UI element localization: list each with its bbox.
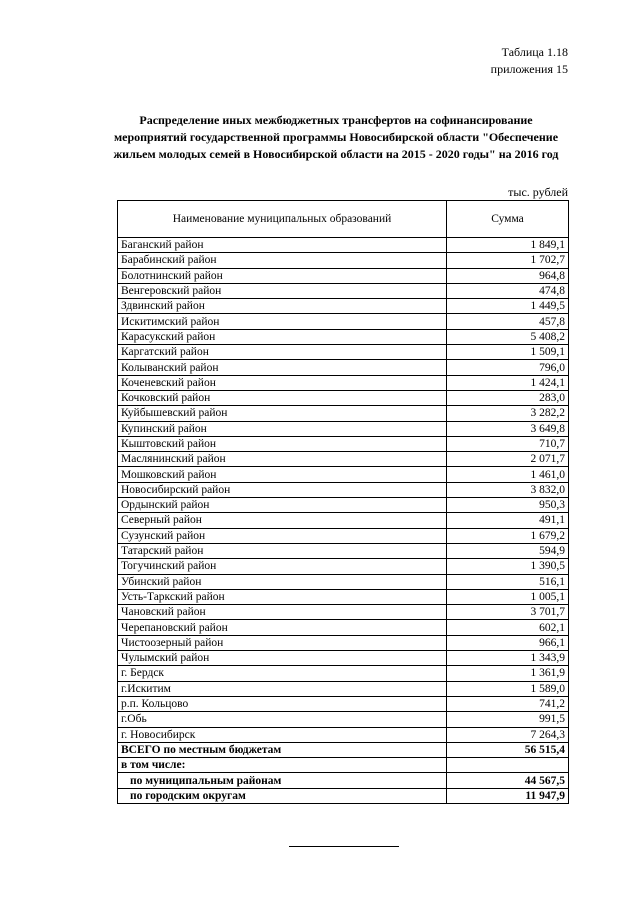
municipality-name: Черепановский район — [118, 620, 447, 635]
table-row — [118, 681, 569, 696]
units-label: тыс. рублей — [508, 185, 568, 199]
municipality-name: Чулымский район — [118, 651, 447, 666]
table-row — [118, 513, 569, 528]
municipality-sum: 1 449,5 — [447, 299, 569, 314]
municipality-name: Тогучинский район — [118, 559, 447, 574]
municipality-sum: 283,0 — [447, 390, 569, 405]
table-reference — [491, 44, 568, 78]
table-row — [118, 421, 569, 436]
municipality-sum: 991,5 — [447, 712, 569, 727]
municipality-sum: 5 408,2 — [447, 329, 569, 344]
municipality-name: Мошковский район — [118, 467, 447, 482]
municipality-name: г.Искитим — [118, 681, 447, 696]
municipality-name: Усть-Таркский район — [118, 589, 447, 604]
urban-row — [118, 788, 569, 803]
title-line-3: жильем молодых семей в Новосибирской области на 2015 - 2020 годы" на 2016 год — [113, 147, 559, 161]
including-label: в том числе: — [118, 758, 447, 773]
title-line-1: Распределение иных межбюджетных трансфертов на софинансирование — [139, 113, 533, 127]
table-row — [118, 299, 569, 314]
table-row — [118, 467, 569, 482]
table-row — [118, 283, 569, 298]
table-row — [118, 727, 569, 742]
table-row — [118, 406, 569, 421]
table-row — [118, 620, 569, 635]
municipality-sum: 1 343,9 — [447, 651, 569, 666]
table-row — [118, 696, 569, 711]
municipality-sum: 1 509,1 — [447, 345, 569, 360]
table-row — [118, 238, 569, 253]
column-header-sum: Сумма — [447, 201, 569, 238]
table-row — [118, 605, 569, 620]
municipality-sum: 1 849,1 — [447, 238, 569, 253]
document-title — [96, 112, 576, 163]
municipality-sum: 1 589,0 — [447, 681, 569, 696]
municipality-name: г. Бердск — [118, 666, 447, 681]
including-row — [118, 758, 569, 773]
municipality-name: Ордынский район — [118, 498, 447, 513]
table-number: Таблица 1.18 — [501, 45, 568, 59]
table-row — [118, 390, 569, 405]
municipality-sum: 3 282,2 — [447, 406, 569, 421]
table-row — [118, 268, 569, 283]
municipality-name: Колыванский район — [118, 360, 447, 375]
municipality-name: Каргатский район — [118, 345, 447, 360]
municipality-name: Карасукский район — [118, 329, 447, 344]
districts-sum: 44 567,5 — [447, 773, 569, 788]
municipality-name: Северный район — [118, 513, 447, 528]
municipality-name: Сузунский район — [118, 528, 447, 543]
table-row — [118, 589, 569, 604]
municipality-name: Татарский район — [118, 543, 447, 558]
urban-sum: 11 947,9 — [447, 788, 569, 803]
table-row — [118, 666, 569, 681]
municipality-sum: 1 679,2 — [447, 528, 569, 543]
municipality-sum: 2 071,7 — [447, 452, 569, 467]
municipality-name: Кочковский район — [118, 390, 447, 405]
including-sum — [447, 758, 569, 773]
municipality-name: Маслянинский район — [118, 452, 447, 467]
municipality-sum: 516,1 — [447, 574, 569, 589]
total-sum: 56 515,4 — [447, 742, 569, 757]
municipality-sum: 594,9 — [447, 543, 569, 558]
appendix-number: приложения 15 — [490, 62, 568, 76]
municipality-sum: 796,0 — [447, 360, 569, 375]
municipality-name: Купинский район — [118, 421, 447, 436]
municipality-sum: 474,8 — [447, 283, 569, 298]
table-row — [118, 482, 569, 497]
municipality-sum: 7 264,3 — [447, 727, 569, 742]
municipality-sum: 710,7 — [447, 436, 569, 451]
municipality-sum: 1 424,1 — [447, 375, 569, 390]
municipality-sum: 3 649,8 — [447, 421, 569, 436]
districts-row — [118, 773, 569, 788]
municipality-sum: 741,2 — [447, 696, 569, 711]
municipality-name: Кыштовский район — [118, 436, 447, 451]
footer-rule — [289, 846, 399, 847]
table-row — [118, 498, 569, 513]
municipality-sum: 3 832,0 — [447, 482, 569, 497]
municipality-name: г. Новосибирск — [118, 727, 447, 742]
municipality-sum: 1 361,9 — [447, 666, 569, 681]
table-row — [118, 528, 569, 543]
municipality-sum: 1 461,0 — [447, 467, 569, 482]
municipality-name: Баганский район — [118, 238, 447, 253]
municipality-name: Чановский район — [118, 605, 447, 620]
municipality-name: Чистоозерный район — [118, 635, 447, 650]
municipality-sum: 1 005,1 — [447, 589, 569, 604]
municipality-sum: 3 701,7 — [447, 605, 569, 620]
table-row — [118, 314, 569, 329]
municipality-name: Коченевский район — [118, 375, 447, 390]
municipality-name: р.п. Кольцово — [118, 696, 447, 711]
districts-label: по муниципальным районам — [118, 773, 447, 788]
table-row — [118, 452, 569, 467]
municipality-sum: 966,1 — [447, 635, 569, 650]
table-body — [118, 238, 569, 804]
municipality-sum: 491,1 — [447, 513, 569, 528]
table-row — [118, 360, 569, 375]
municipality-sum: 602,1 — [447, 620, 569, 635]
table-row — [118, 543, 569, 558]
table-row — [118, 712, 569, 727]
table-row — [118, 436, 569, 451]
column-header-name: Наименование муниципальных образований — [118, 201, 447, 238]
total-label: ВСЕГО по местным бюджетам — [118, 742, 447, 757]
municipality-name: Барабинский район — [118, 253, 447, 268]
municipality-sum: 950,3 — [447, 498, 569, 513]
municipality-sum: 1 702,7 — [447, 253, 569, 268]
municipality-sum: 1 390,5 — [447, 559, 569, 574]
municipality-name: Искитимский район — [118, 314, 447, 329]
municipality-name: Убинский район — [118, 574, 447, 589]
table-row — [118, 635, 569, 650]
title-line-2: мероприятий государственной программы Новосибирской области "Обеспечение — [113, 130, 559, 144]
municipality-name: г.Обь — [118, 712, 447, 727]
municipality-sum: 457,8 — [447, 314, 569, 329]
table-row — [118, 574, 569, 589]
municipality-sum: 964,8 — [447, 268, 569, 283]
municipality-name: Новосибирский район — [118, 482, 447, 497]
table-row — [118, 345, 569, 360]
table-row — [118, 329, 569, 344]
municipality-name: Венгеровский район — [118, 283, 447, 298]
total-row — [118, 742, 569, 757]
municipality-name: Куйбышевский район — [118, 406, 447, 421]
table-header-row — [118, 201, 569, 238]
table-row — [118, 253, 569, 268]
distribution-table — [117, 200, 569, 804]
urban-label: по городским округам — [118, 788, 447, 803]
municipality-name: Болотнинский район — [118, 268, 447, 283]
table-row — [118, 559, 569, 574]
municipality-name: Здвинский район — [118, 299, 447, 314]
table-row — [118, 375, 569, 390]
table-row — [118, 651, 569, 666]
